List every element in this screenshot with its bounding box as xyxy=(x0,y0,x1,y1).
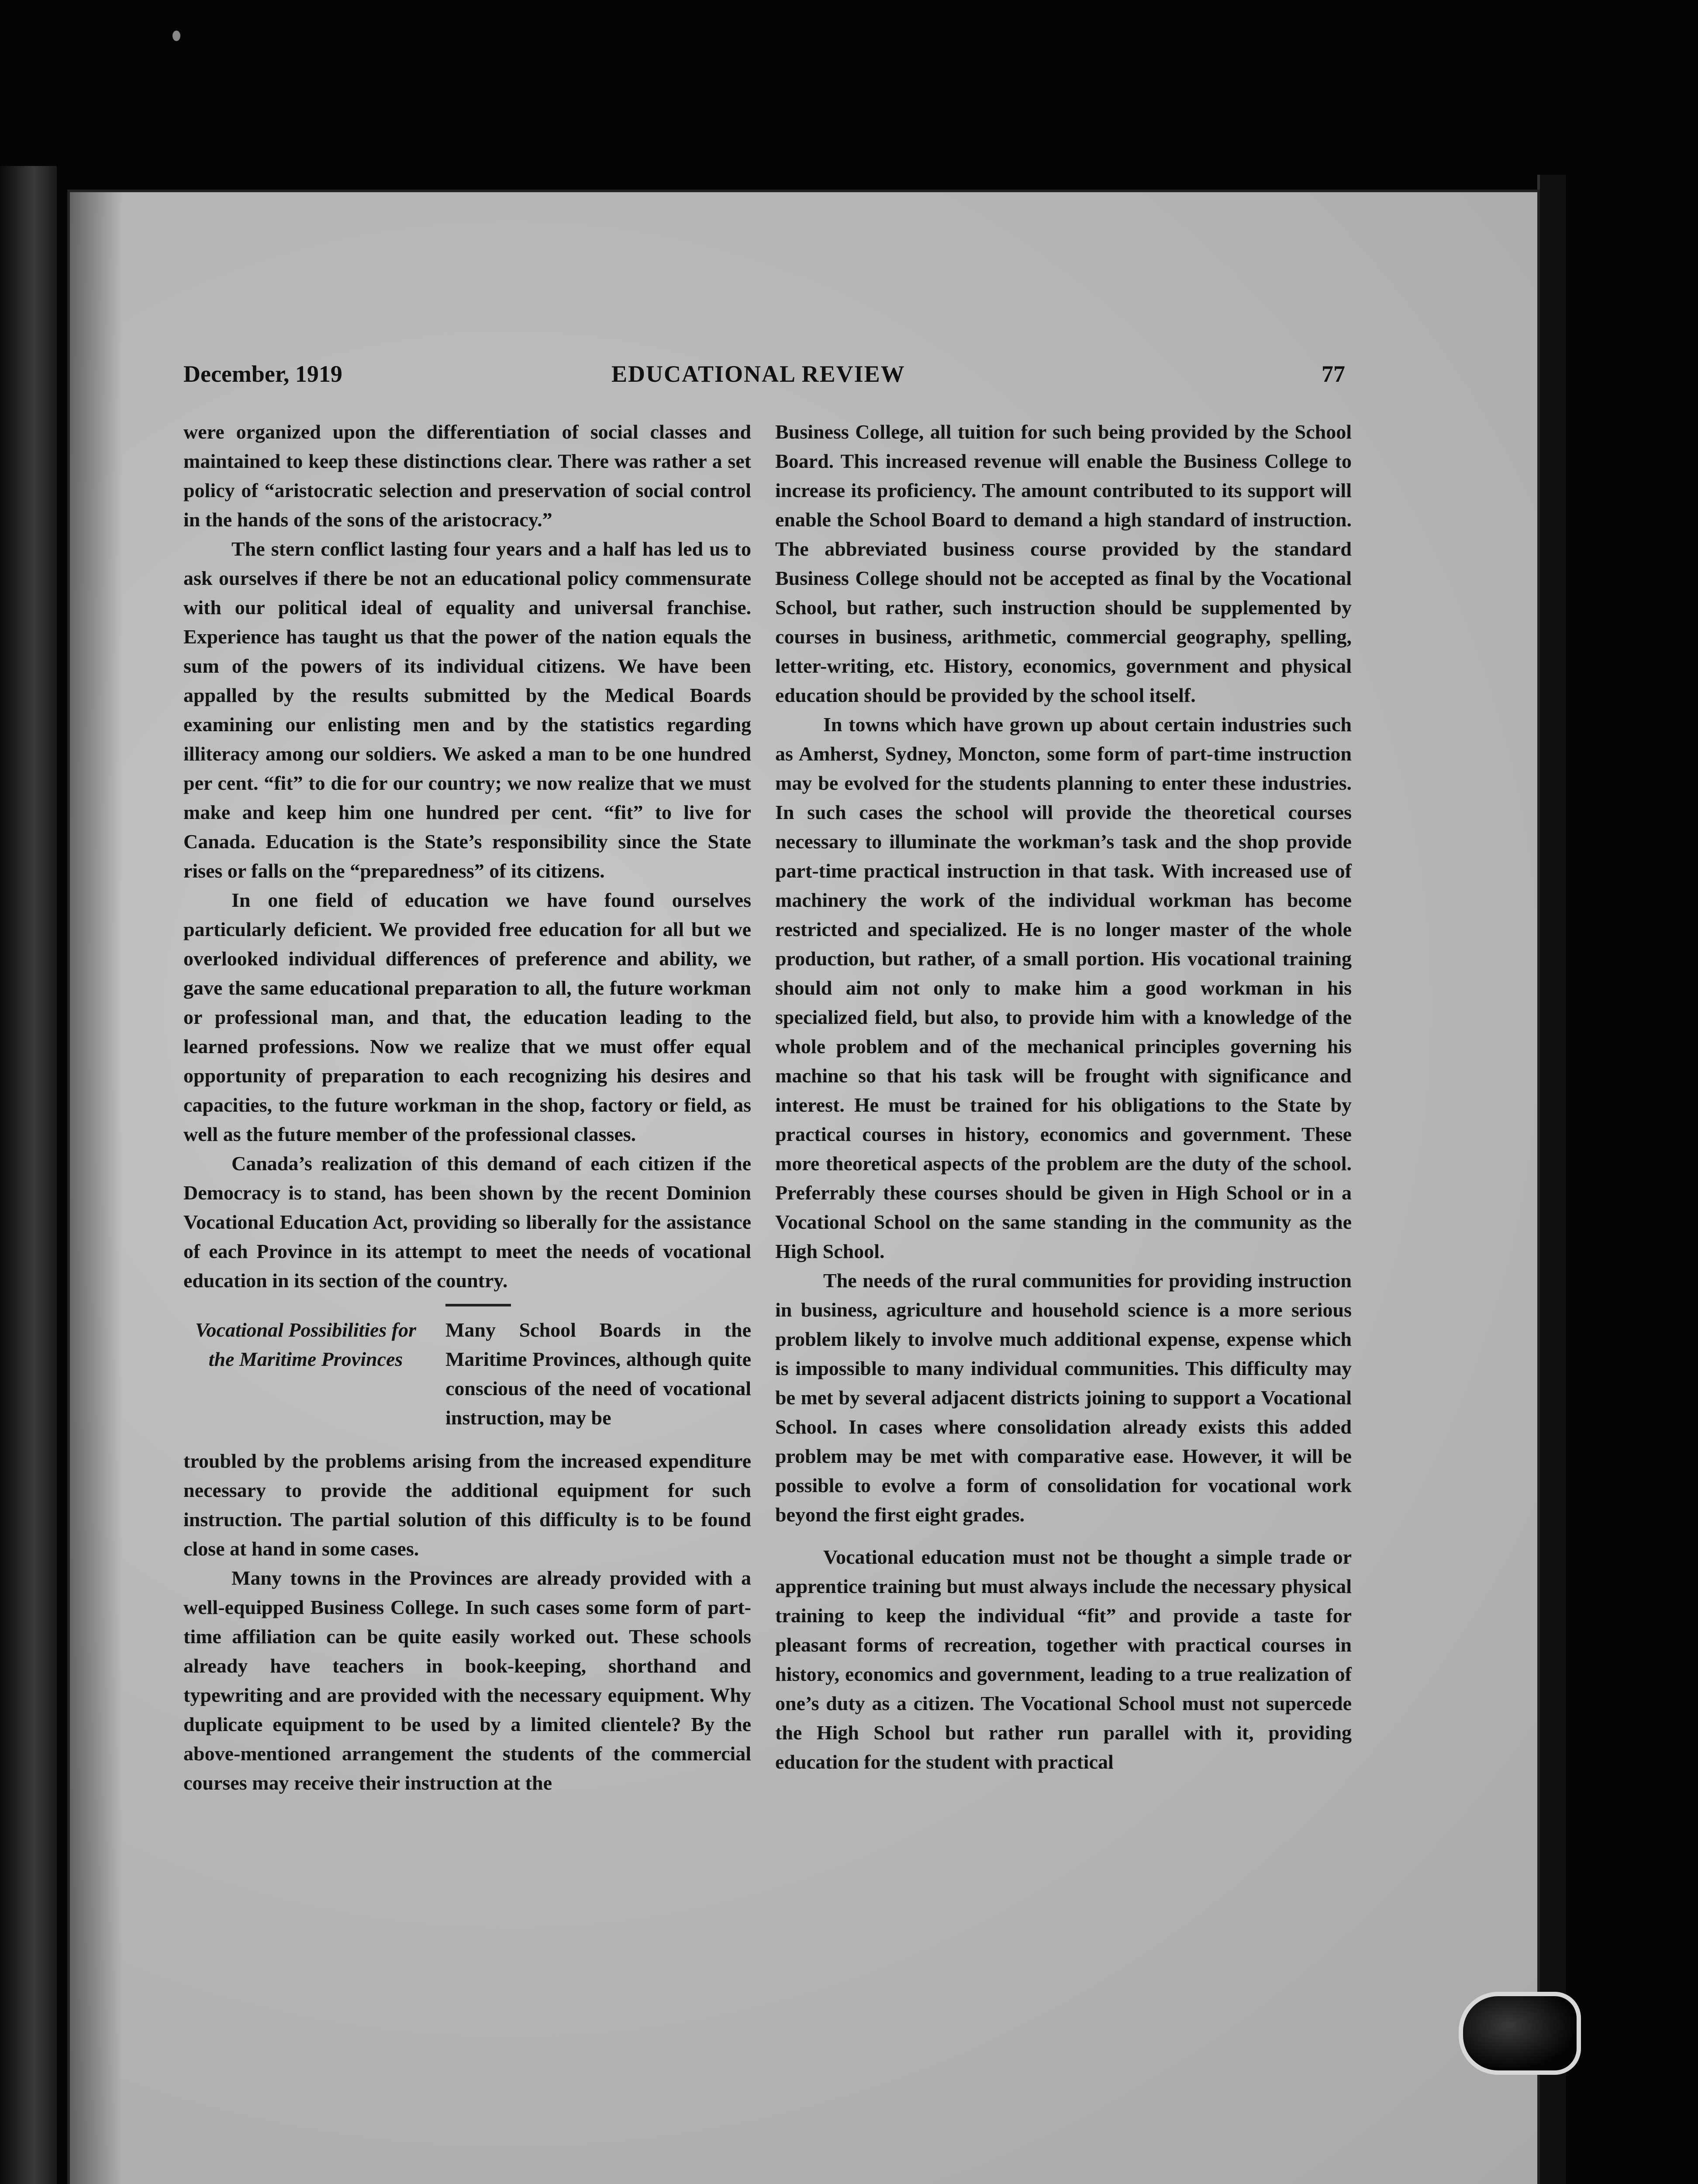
thumb-holding-page xyxy=(1459,1992,1581,2075)
running-header xyxy=(183,360,1345,395)
left-column xyxy=(183,417,751,1797)
right-column xyxy=(775,417,1352,1776)
scan-dark-margin-left xyxy=(0,166,57,2184)
paragraph: Vocational education must not be thought a simple trade or apprentice training but must always include the necessary physical training to keep the individual “fit” and provide a taste for pleasant forms of recreation, together with practical courses in history, economics and government, leading to a true realization of one’s duty as a citizen. The Vocational School must not supercede the High School but rather run parallel with it, providing education for the student with practical xyxy=(775,1546,1352,1773)
paragraph: The needs of the rural communities for providing instruction in business, agriculture and household science is a more serious problem likely to involve much additional expense, expense which is impossible to many individual communities. This difficulty may be met by several adjacent districts joining to support a Vocational School. In cases where consolidation already exists this added problem may be met with comparative ease. However, it will be possible to evolve a form of consolidation for vocational work beyond the first eight grades. xyxy=(775,1269,1352,1526)
paragraph: Many towns in the Provinces are already provided with a well-equipped Business College. In such cases some form of part-time affiliation can be quite easily worked out. These schools already have teachers in book-keeping, shorthand and typewriting and are provided with the necessary equipment. Why duplicate equipment to be used by a limited clientele? By the above-mentioned arrangement the students of the commercial courses may receive their instruction at the xyxy=(183,1567,751,1794)
page-number: 77 xyxy=(1322,361,1345,387)
binding-shadow xyxy=(70,192,122,2184)
scan-speck xyxy=(173,31,180,41)
scan-dark-margin-right xyxy=(1537,175,1566,2184)
header-date: December, 1919 xyxy=(183,361,342,387)
journal-title: EDUCATIONAL REVIEW xyxy=(611,361,905,387)
paragraph-start: Many School Boards in the Maritime Provinces, although quite conscious of the need of vocational instruction, may be xyxy=(445,1319,751,1429)
paragraph: Business College, all tuition for such being provided by the School Board. This increased revenue will enable the Business College to increase its proficiency. The amount contributed to its support will enable the School Board to demand a high standard of instruction. The abbreviated business course provided by the standard Business College should not be accepted as final by the Vocational School, but rather, such instruction should be supplemented by courses in business, arithmetic, commercial geography, spelling, letter-writing, etc. History, economics, government and physical education should be provided by the school itself. xyxy=(775,421,1352,706)
paragraph: In towns which have grown up about certain industries such as Amherst, Sydney, Moncton, some form of part-time instruction may be evolved for the students planning to enter these industries. In such cases the school will provide the theoretical courses necessary to illuminate the workman’s task and the shop provide part-time practical instruction in that task. With increased use of machinery the work of the individual workman has become restricted and specialized. He is no longer master of the whole production, but rather, of a small portion. His vocational training should aim not only to make him a good workman in his specialized field, but also, to provide him with a knowledge of the whole problem and of the mechanical principles governing his machine so that his task will be frought with significance and interest. He must be trained for his obligations to the State by practical courses in history, economics and government. These more theoretical aspects of the problem are the duty of the school. Preferrably these courses should be given in High School or in a Vocational School on the same standing in the community as the High School. xyxy=(775,713,1352,1262)
side-heading: Vocational Possibilities for the Maritime Provinces xyxy=(195,1319,417,1370)
paragraph: Canada’s realization of this demand of each citizen if the Democracy is to stand, has been shown by the recent Dominion Vocational Education Act, providing so liberally for the assistance of each Province in its attempt to meet the needs of vocational education in its section of the country. xyxy=(183,1152,751,1292)
paragraph: In one field of education we have found ourselves particularly deficient. We provided free education for all but we overlooked individual differences of preference and ability, we gave the same educational preparation to all, the future workman or professional man, and that, the education leading to the learned professions. Now we realize that we must offer equal opportunity of preparation to each recognizing his desires and capacities, to the future workman in the shop, factory or field, as well as the future member of the professional classes. xyxy=(183,889,751,1145)
paragraph: troubled by the problems arising from the increased expenditure necessary to provide the additional equipment for such instruction. The partial solution of this difficulty is to be found close at hand in some cases. xyxy=(183,1450,751,1560)
paragraph: were organized upon the differentiation of social classes and maintained to keep these distinctions clear. There was rather a set policy of “aristocratic selection and preservation of social control in the hands of the sons of the aristocracy.” xyxy=(183,421,751,531)
paragraph: The stern conflict lasting four years and a half has led us to ask ourselves if there be not an educational policy commensurate with our political ideal of equality and universal franchise. Experience has taught us that the power of the nation equals the sum of the powers of its individual citizens. We have been appalled by the results submitted by the Medical Boards examining our enlisting men and by the statistics regarding illiteracy among our soldiers. We asked a man to be one hundred per cent. “fit” to die for our country; we now realize that we must make and keep him one hundred per cent. “fit” to live for Canada. Education is the State’s responsibility since the State rises or falls on the “preparedness” of its citizens. xyxy=(183,538,751,882)
side-heading-block xyxy=(183,1315,751,1446)
section-divider xyxy=(445,1304,511,1306)
